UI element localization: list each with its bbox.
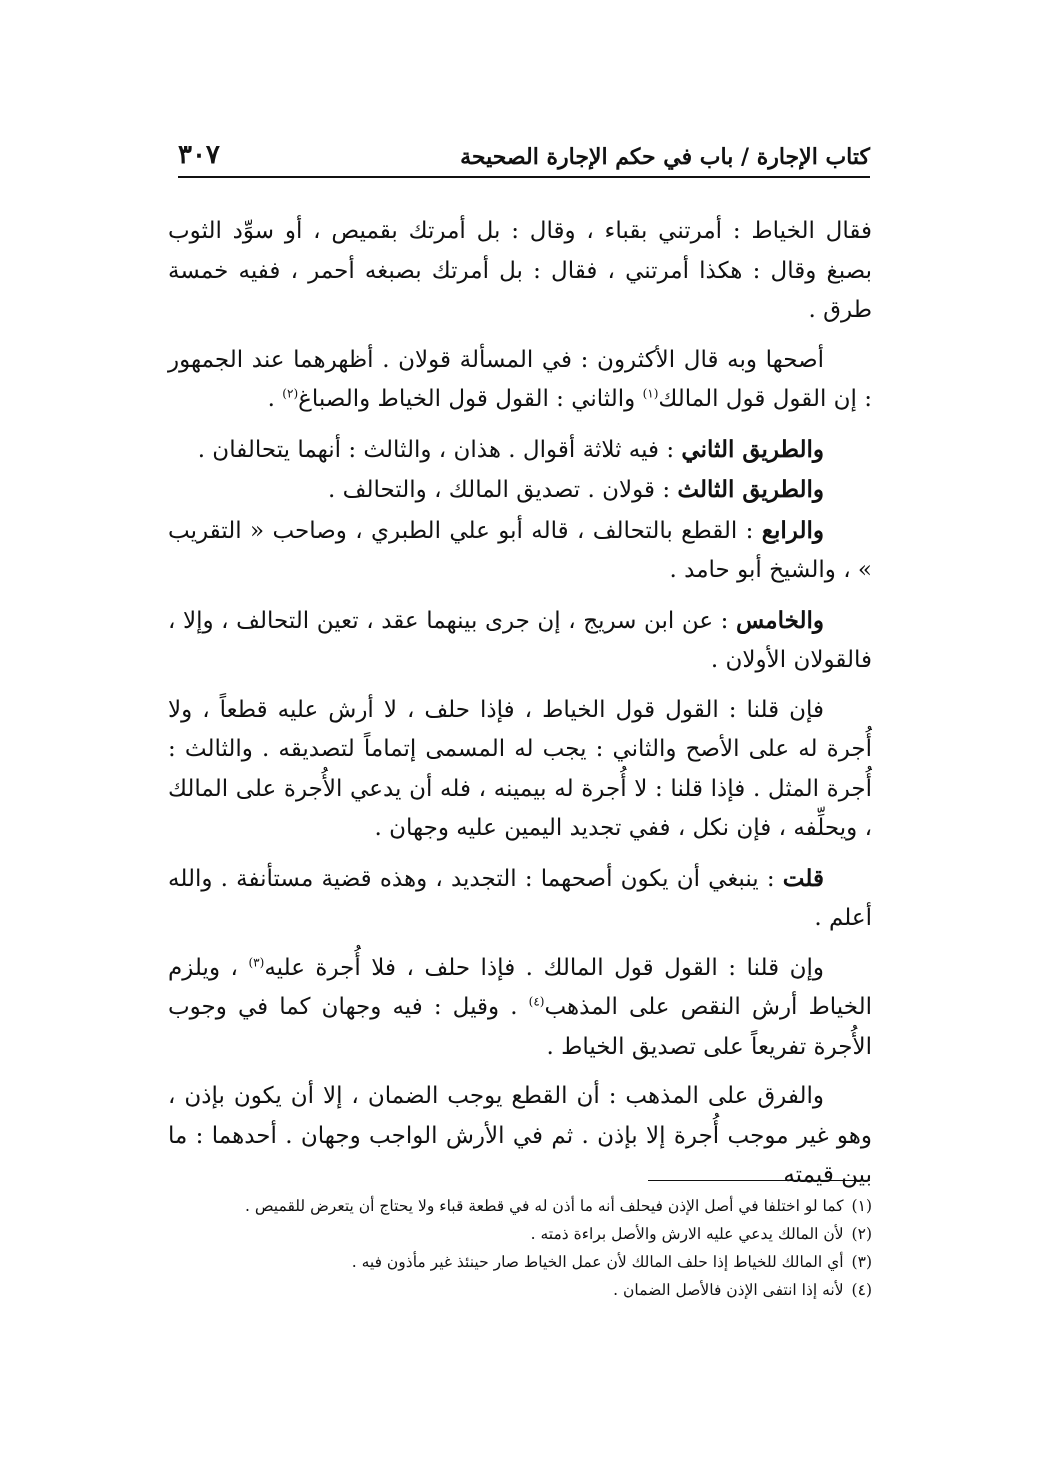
paragraph-text: : القطع بالتحالف ، قاله أبو علي الطبري ، وصاحب « التقريب » ، والشيخ أبو حامد . [168, 517, 872, 583]
paragraph-text: والثاني : القول قول الخياط والصباغ [298, 386, 643, 412]
footnote-number: (٤) [851, 1281, 872, 1299]
paragraph-lead: والرابع [761, 516, 824, 544]
paragraph-lead: والخامس [735, 606, 824, 634]
paragraph-text: : قولان . تصديق المالك ، والتحالف . [328, 477, 678, 503]
paragraph-text: : فيه ثلاثة أقوال . هذان ، والثالث : أنهما يتحالفان . [197, 436, 682, 463]
paragraph-text: : ينبغي أن يكون أصحهما : التجديد ، وهذه قضية مستأنفة . والله أعلم . [168, 865, 872, 931]
footnote-4 [168, 1276, 872, 1304]
footnote-number: (٣) [851, 1253, 872, 1271]
footnote-number: (١) [851, 1197, 872, 1215]
paragraph-lead: والطريق الثاني [681, 435, 824, 463]
paragraph-text: . وقيل : فيه وجهان كما في وجوب الأُجرة تفريعاً على تصديق الخياط . [168, 994, 872, 1060]
paragraph-8 [168, 859, 872, 939]
paragraph-text: وإن قلنا : القول قول المالك . فإذا حلف ، فلا أُجرة عليه [264, 954, 824, 981]
footnote-text: لأنه إذا انتفى الإذن فالأصل الضمان . [613, 1281, 844, 1299]
paragraph-7 [168, 691, 872, 849]
footnote-2 [168, 1220, 872, 1248]
footnote-1 [168, 1192, 872, 1220]
footnote-text: أي المالك للخياط إذا حلف المالك لأن عمل الخياط صار حينئذ غير مأذون فيه . [351, 1253, 844, 1271]
running-title: كتاب الإجارة / باب في حكم الإجارة الصحيحة [460, 144, 870, 170]
footnote-number: (٢) [851, 1225, 872, 1243]
paragraph-text: . [267, 386, 283, 412]
paragraph-lead: قلت [782, 864, 824, 892]
main-text [168, 212, 872, 1206]
footnote-ref-3[interactable]: (٣) [248, 954, 265, 969]
footnote-ref-2[interactable]: (٢) [282, 386, 299, 401]
paragraph-text: فقال الخياط : أمرتني بقباء ، وقال : بل أمرتك بقميص ، أو سوِّد الثوب بصبغ وقال : هكذا أمرتني ، فقال : بل أمرتك بصبغه أحمر ، ففيه خمسة طرق . [168, 218, 872, 323]
footnote-3 [168, 1248, 872, 1276]
paragraph-9 [168, 949, 872, 1068]
paragraph-5 [168, 511, 872, 591]
running-header [178, 136, 870, 178]
paragraph-text: ، ويلزم الخياط أرش النقص على المذهب [168, 954, 872, 1020]
paragraph-lead: والطريق الثالث [677, 476, 824, 503]
footnote-ref-4[interactable]: (٤) [528, 994, 545, 1009]
paragraph-4 [168, 470, 872, 511]
paragraph-10 [168, 1077, 872, 1196]
footnote-text: كما لو اختلفا في أصل الإذن فيحلف أنه ما أذن له في قطعة قباء ولا يحتاج أن يتعرض للقميص . [244, 1197, 844, 1215]
paragraph-6 [168, 601, 872, 681]
paragraph-text: : عن ابن سريج ، إن جرى بينهما عقد ، تعين التحالف ، وإلا ، فالقولان الأولان . [168, 607, 872, 673]
footnotes [168, 1192, 872, 1304]
page-number: ٣٠٧ [178, 140, 220, 170]
paragraph-text: والفرق على المذهب : أن القطع يوجب الضمان ، إلا أن يكون بإذن ، وهو غير موجب أُجرة إلا بإذن . ثم في الأرش الواجب وجهان . أحدهما : ما بين قيمته [168, 1083, 872, 1188]
footnote-text: لأن المالك يدعي عليه الارش والأصل براءة ذمته . [530, 1225, 844, 1243]
footnote-separator [648, 1180, 870, 1181]
footnote-ref-1[interactable]: (١) [642, 386, 659, 401]
paragraph-2 [168, 341, 872, 420]
paragraph-3 [168, 430, 872, 471]
paragraph-text: أصحها وبه قال الأكثرون : في المسألة قولان . أظهرهما عند الجمهور : إن القول قول المالك [168, 346, 872, 412]
paragraph-1 [168, 212, 872, 331]
paragraph-text: فإن قلنا : القول قول الخياط ، فإذا حلف ، لا أرش عليه قطعاً ، ولا أُجرة له على الأصح والثاني : يجب له المسمى إتماماً لتصديقه . والثالث : أُجرة المثل . فإذا قلنا : لا أُجرة له بيمينه ، فله أن يدعي الأُجرة على المالك ، ويحلِّفه ، فإن نكل ، ففي تجديد اليمين عليه وجهان . [168, 696, 872, 841]
